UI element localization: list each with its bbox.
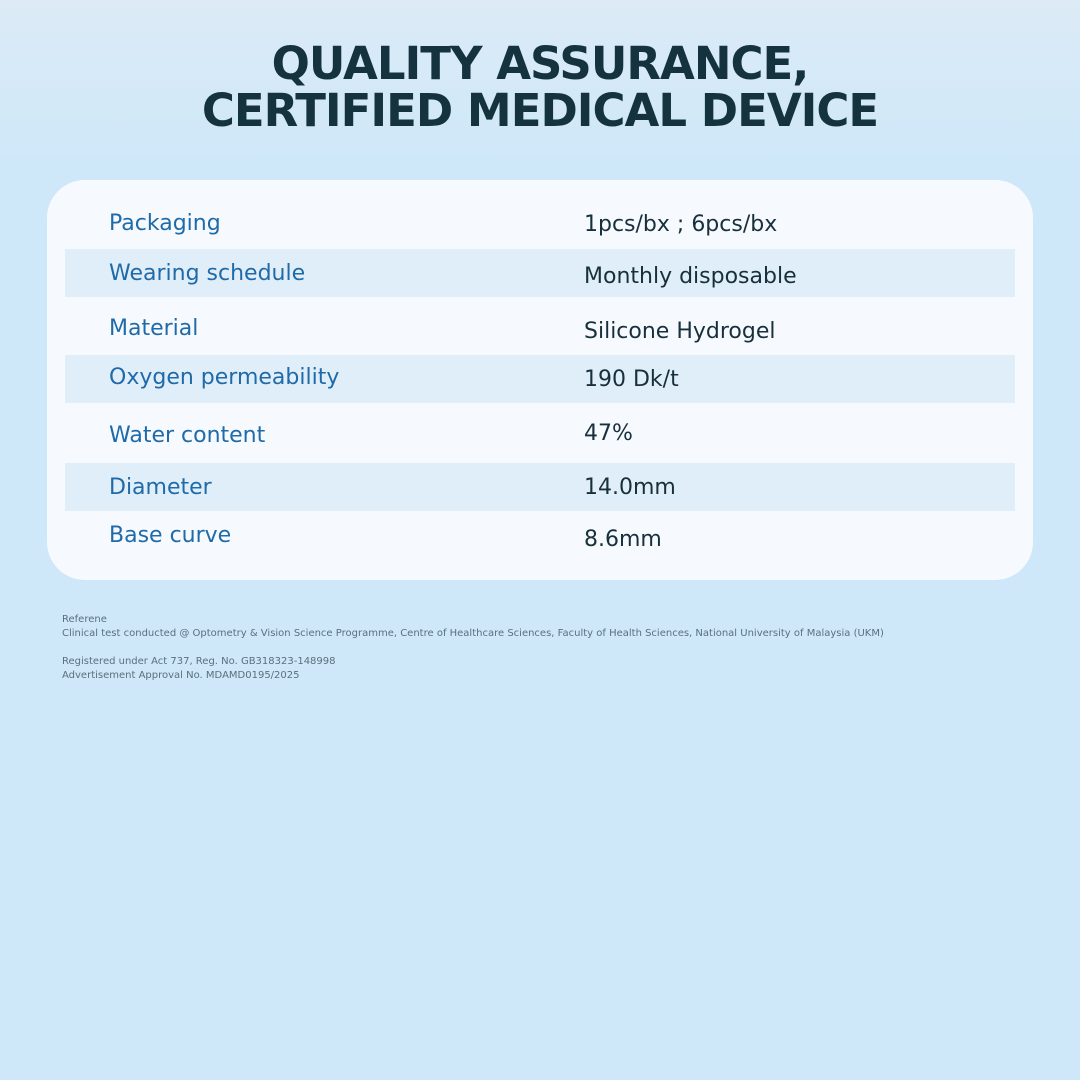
spec-label: Oxygen permeability (109, 365, 340, 390)
ad-approval-note: Advertisement Approval No. MDAMD0195/2025 (62, 670, 300, 681)
spec-value: 1pcs/bx ; 6pcs/bx (584, 212, 778, 237)
spec-value: Silicone Hydrogel (584, 319, 776, 344)
registration-note: Registered under Act 737, Reg. No. GB318323-148998 (62, 656, 336, 667)
spec-row-material (65, 297, 1015, 355)
spec-value: 14.0mm (584, 475, 676, 500)
spec-label: Packaging (109, 211, 221, 236)
spec-label: Material (109, 316, 199, 341)
page-title (0, 37, 1080, 137)
spec-row-diameter (65, 463, 1015, 511)
spec-row-wearing-schedule (65, 249, 1015, 297)
spec-row-base-curve (65, 511, 1015, 563)
spec-value: 190 Dk/t (584, 367, 679, 392)
page-title-line-1: QUALITY ASSURANCE, (271, 37, 809, 90)
spec-row-water-content (65, 403, 1015, 463)
page-title-line-2: CERTIFIED MEDICAL DEVICE (201, 84, 879, 137)
spec-value: 47% (584, 421, 633, 446)
spec-row-oxygen-permeability (65, 355, 1015, 403)
spec-value: 8.6mm (584, 527, 662, 552)
reference-heading: Referene (62, 614, 107, 625)
footnote-spacer (62, 641, 884, 655)
spec-label: Diameter (109, 475, 212, 500)
spec-label: Base curve (109, 523, 232, 548)
spec-value: Monthly disposable (584, 264, 797, 289)
spec-row-packaging (65, 200, 1015, 248)
spec-table-card (47, 180, 1033, 580)
spec-label: Wearing schedule (109, 261, 306, 286)
footnotes (62, 613, 884, 683)
spec-label: Water content (109, 423, 266, 448)
clinical-test-note: Clinical test conducted @ Optometry & Vision Science Programme, Centre of Healthcare Sciences, Faculty of Health Sciences, National University of Malaysia (UKM) (62, 628, 884, 639)
